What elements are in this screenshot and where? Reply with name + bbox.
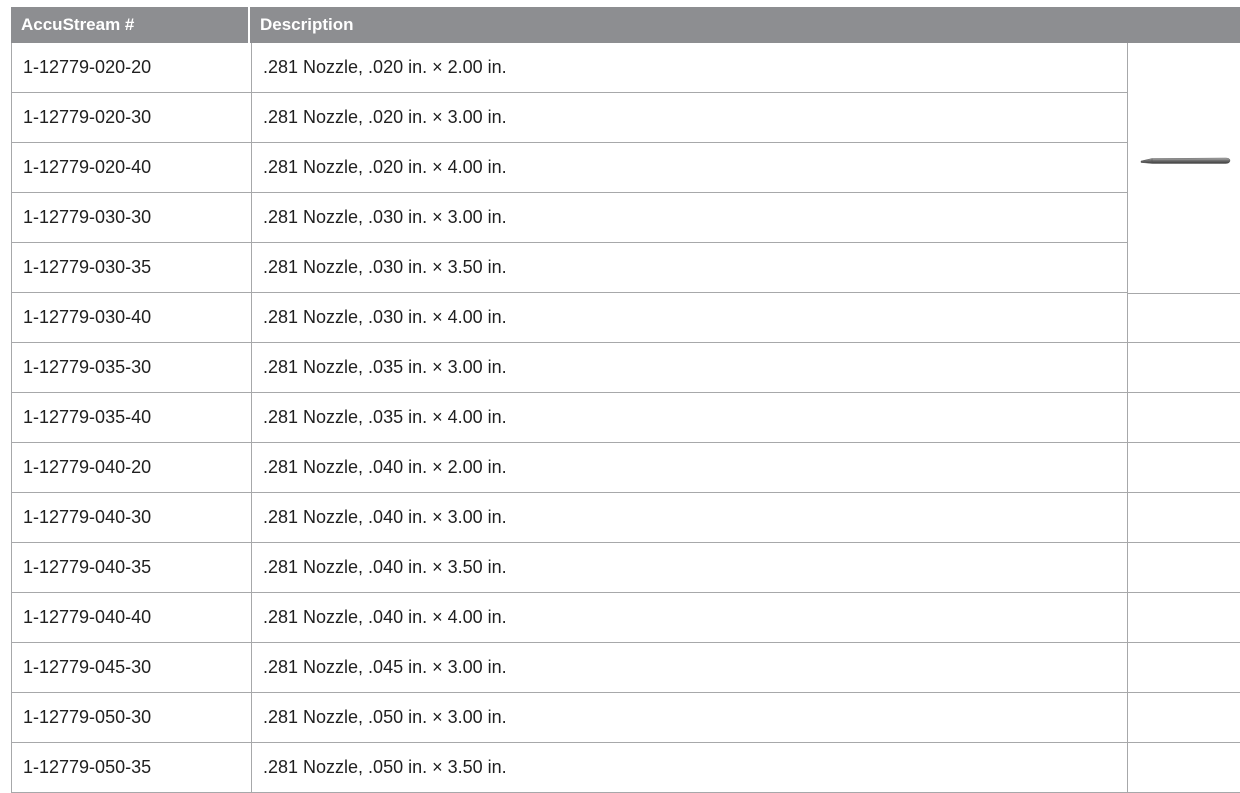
description: .281 Nozzle, .040 in. × 3.00 in. <box>252 493 1128 543</box>
description: .281 Nozzle, .020 in. × 4.00 in. <box>252 143 1128 193</box>
image-cell <box>1128 343 1240 393</box>
image-cell <box>1128 293 1240 343</box>
table-row <box>11 493 1240 543</box>
part-number: 1-12779-050-35 <box>11 743 252 793</box>
part-number: 1-12779-020-20 <box>11 43 252 93</box>
table-row <box>11 43 1240 93</box>
table-row <box>11 593 1240 643</box>
nozzle-image-cell <box>1128 43 1240 294</box>
part-number: 1-12779-040-30 <box>11 493 252 543</box>
image-cell <box>1128 593 1240 643</box>
nozzle-image <box>1128 43 1240 294</box>
description: .281 Nozzle, .030 in. × 4.00 in. <box>252 293 1128 343</box>
table-row <box>11 293 1240 343</box>
image-cell <box>1128 493 1240 543</box>
description: .281 Nozzle, .030 in. × 3.50 in. <box>252 243 1128 293</box>
part-number: 1-12779-035-30 <box>11 343 252 393</box>
table-row <box>11 443 1240 493</box>
part-number: 1-12779-040-20 <box>11 443 252 493</box>
image-cell <box>1128 543 1240 593</box>
part-number: 1-12779-040-35 <box>11 543 252 593</box>
part-number: 1-12779-030-40 <box>11 293 252 343</box>
table-row <box>11 643 1240 693</box>
table-row <box>11 343 1240 393</box>
part-number: 1-12779-035-40 <box>11 393 252 443</box>
table-header <box>11 7 1240 43</box>
table-row <box>11 743 1240 793</box>
description: .281 Nozzle, .030 in. × 3.00 in. <box>252 193 1128 243</box>
part-number: 1-12779-040-40 <box>11 593 252 643</box>
table-row <box>11 393 1240 443</box>
table-row <box>11 693 1240 743</box>
image-cell <box>1128 443 1240 493</box>
description: .281 Nozzle, .050 in. × 3.50 in. <box>252 743 1128 793</box>
part-number: 1-12779-050-30 <box>11 693 252 743</box>
part-number: 1-12779-020-30 <box>11 93 252 143</box>
table-row <box>11 143 1240 193</box>
table-row <box>11 193 1240 243</box>
description: .281 Nozzle, .040 in. × 4.00 in. <box>252 593 1128 643</box>
header-description: Description <box>260 15 354 34</box>
table-row <box>11 243 1240 293</box>
description: .281 Nozzle, .040 in. × 3.50 in. <box>252 543 1128 593</box>
header-image <box>1130 7 1240 43</box>
description: .281 Nozzle, .035 in. × 4.00 in. <box>252 393 1128 443</box>
header-part-number: AccuStream # <box>11 7 250 43</box>
part-number: 1-12779-030-30 <box>11 193 252 243</box>
table-row <box>11 93 1240 143</box>
image-cell <box>1128 643 1240 693</box>
part-number: 1-12779-030-35 <box>11 243 252 293</box>
part-number: 1-12779-045-30 <box>11 643 252 693</box>
parts-table <box>11 7 1240 793</box>
image-cell <box>1128 393 1240 443</box>
description: .281 Nozzle, .045 in. × 3.00 in. <box>252 643 1128 693</box>
description: .281 Nozzle, .050 in. × 3.00 in. <box>252 693 1128 743</box>
table-row <box>11 543 1240 593</box>
image-cell <box>1128 743 1240 793</box>
image-cell <box>1128 693 1240 743</box>
description: .281 Nozzle, .020 in. × 3.00 in. <box>252 93 1128 143</box>
part-number: 1-12779-020-40 <box>11 143 252 193</box>
description: .281 Nozzle, .020 in. × 2.00 in. <box>252 43 1128 93</box>
description: .281 Nozzle, .035 in. × 3.00 in. <box>252 343 1128 393</box>
description: .281 Nozzle, .040 in. × 2.00 in. <box>252 443 1128 493</box>
